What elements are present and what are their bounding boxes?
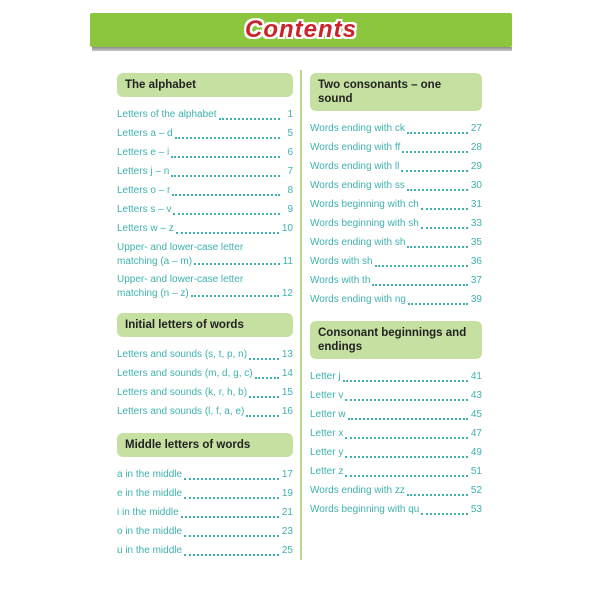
toc-item [117,522,293,541]
dotted-leader [184,497,279,499]
toc-item-label: Letters and sounds (k, r, h, b) [117,387,248,398]
toc-page-number: 13 [281,349,293,360]
toc-item [310,138,482,157]
toc-page-number: 53 [470,504,482,515]
toc-page-number: 35 [470,237,482,248]
toc-item-row [310,233,482,252]
toc-item [310,195,482,214]
toc-item [117,105,293,124]
toc-page-number: 47 [470,428,482,439]
toc-column-right [310,73,482,531]
toc-item [310,386,482,405]
dotted-leader [172,194,280,196]
toc-item-label: Letter w [310,409,346,420]
dotted-leader [255,377,279,379]
toc-item-row [310,405,482,424]
toc-page-number: 12 [281,288,293,299]
toc-item [310,367,482,386]
toc-item-label: Letter j [310,371,341,382]
contents-banner [90,13,512,47]
dotted-leader [407,246,467,248]
toc-item-label: Letter z [310,466,344,477]
toc-page-number: 6 [287,147,293,158]
toc-item-label: Letters and sounds (m, d, g, c) [117,368,253,379]
toc-item-row [310,214,482,233]
toc-item-line: Upper- and lower-case letter [117,274,244,285]
toc-page-number: 31 [470,199,482,210]
dotted-leader [176,232,279,234]
toc-item-label: a in the middle [117,469,183,480]
toc-item-label: Words ending with ck [310,123,405,134]
toc-item-label: Letters o – r [117,185,171,196]
toc-item-label: matching (a – m) [117,256,193,267]
toc-page-number: 30 [470,180,482,191]
toc-item-label: matching (n – z) [117,288,189,299]
toc-item [310,252,482,271]
toc-item-label: Words ending with sh [310,237,406,248]
dotted-leader [407,494,468,496]
toc-section [310,321,482,519]
toc-page-number: 15 [281,387,293,398]
toc-page-number: 41 [470,371,482,382]
toc-item [117,364,293,383]
toc-item [117,273,293,301]
toc-page-number: 25 [281,545,293,556]
toc-item-row [117,484,293,503]
dotted-leader [408,303,468,305]
toc-item-label: Words ending with ff [310,142,401,153]
toc-page-number: 17 [281,469,293,480]
page-title: Contents [245,16,357,43]
toc-item [117,503,293,522]
dotted-leader [194,263,280,265]
toc-page-number: 23 [281,526,293,537]
toc-item-row [117,143,293,162]
toc-item-row [117,219,293,238]
toc-item-label: Letter x [310,428,344,439]
toc-item-row [310,271,482,290]
toc-item-row [117,105,293,124]
dotted-leader [249,396,279,398]
toc-item [117,402,293,421]
toc-item-row [310,424,482,443]
toc-item [117,200,293,219]
toc-item [310,443,482,462]
section-header: Consonant beginnings and endings [310,321,482,359]
toc-page-number: 5 [287,128,293,139]
toc-page-number: 33 [470,218,482,229]
toc-item-label: Words ending with ll [310,161,400,172]
toc-item [310,119,482,138]
toc-item-row [310,176,482,195]
toc-page-number: 27 [470,123,482,134]
section-header: Two consonants – one sound [310,73,482,111]
toc-page-number: 43 [470,390,482,401]
dotted-leader [407,189,468,191]
toc-item-label: u in the middle [117,545,183,556]
toc-item-label: Letters a – d [117,128,173,139]
dotted-leader [401,170,468,172]
toc-item-row [117,287,293,301]
toc-page-number: 19 [281,488,293,499]
toc-page-number: 36 [470,256,482,267]
toc-item [310,405,482,424]
toc-item-label: Words ending with ss [310,180,405,191]
toc-item-row [310,157,482,176]
toc-item [310,481,482,500]
toc-page-number: 49 [470,447,482,458]
toc-item [310,157,482,176]
toc-page-number: 29 [470,161,482,172]
toc-item-label: Words beginning with qu [310,504,420,515]
toc-item [117,541,293,560]
toc-item-label: i in the middle [117,507,179,518]
toc-page-number: 52 [470,485,482,496]
toc-item-label: Letter v [310,390,344,401]
toc-item-label: Letters s – v [117,204,172,215]
toc-page-number: 9 [287,204,293,215]
dotted-leader [246,415,279,417]
toc-column-left [117,73,293,572]
toc-item-row [310,386,482,405]
toc-item-label: Letters of the alphabet [117,109,217,120]
toc-page-number: 39 [470,294,482,305]
dotted-leader [184,535,279,537]
toc-item [117,383,293,402]
toc-item-label: Words ending with zz [310,485,405,496]
dotted-leader [219,118,280,120]
toc-page-number: 51 [470,466,482,477]
toc-item-row [310,481,482,500]
dotted-leader [407,132,468,134]
toc-page-number: 7 [287,166,293,177]
toc-item [310,290,482,309]
dotted-leader [372,284,467,286]
toc-item [310,462,482,481]
toc-item-label: e in the middle [117,488,183,499]
column-divider [300,70,302,560]
dotted-leader [343,380,468,382]
dotted-leader [181,516,279,518]
toc-item-label: Words beginning with ch [310,199,419,210]
toc-item [310,176,482,195]
dotted-leader [191,295,279,297]
toc-page-number: 8 [287,185,293,196]
dotted-leader [421,227,468,229]
toc-item-row [117,124,293,143]
toc-section [117,313,293,421]
toc-page-number: 16 [281,406,293,417]
dotted-leader [175,137,280,139]
toc-item-row [117,522,293,541]
toc-item [117,162,293,181]
section-header: Initial letters of words [117,313,293,337]
toc-page-number: 14 [281,368,293,379]
section-header: Middle letters of words [117,433,293,457]
toc-item-row [310,290,482,309]
dotted-leader [171,175,280,177]
toc-item-label: o in the middle [117,526,183,537]
toc-page-number: 21 [281,507,293,518]
toc-item-row [117,200,293,219]
toc-item [117,345,293,364]
toc-section [117,433,293,560]
toc-item [117,143,293,162]
dotted-leader [345,399,468,401]
toc-item [117,465,293,484]
dotted-leader [345,456,468,458]
section-header: The alphabet [117,73,293,97]
toc-item [310,424,482,443]
dotted-leader [345,475,468,477]
toc-item [117,219,293,238]
toc-page-number: 37 [470,275,482,286]
dotted-leader [421,208,468,210]
toc-item-line: Upper- and lower-case letter [117,242,244,253]
toc-item-row [117,364,293,383]
toc-item-label: Letters e – i [117,147,170,158]
toc-item-label: Words with th [310,275,371,286]
toc-item-row [117,465,293,484]
toc-item [117,181,293,200]
dotted-leader [421,513,468,515]
toc-item-row [117,541,293,560]
toc-item-row [310,252,482,271]
toc-page-number: 1 [287,109,293,120]
toc-page-number: 45 [470,409,482,420]
toc-item [117,124,293,143]
toc-page-number: 11 [282,256,293,267]
dotted-leader [375,265,468,267]
toc-item-label: Letters w – z [117,223,174,234]
toc-item-row [310,443,482,462]
toc-item-row [310,367,482,386]
toc-item [310,233,482,252]
toc-page-number: 28 [470,142,482,153]
toc-item [310,214,482,233]
toc-item-label: Letters and sounds (l, f, a, e) [117,406,245,417]
toc-item [310,500,482,519]
toc-item-label: Letters and sounds (s, t, p, n) [117,349,248,360]
dotted-leader [173,213,280,215]
banner-shadow [92,47,512,51]
toc-item-row [310,195,482,214]
toc-item-row [117,402,293,421]
toc-item-row [310,119,482,138]
dotted-leader [348,418,468,420]
dotted-leader [184,478,279,480]
toc-item [117,241,293,269]
toc-item-row [117,162,293,181]
toc-item-row [310,138,482,157]
dotted-leader [171,156,280,158]
toc-item-row [310,500,482,519]
toc-item-row [117,503,293,522]
toc-item-label: Words with sh [310,256,373,267]
toc-item-label: Words ending with ng [310,294,406,305]
toc-item-label: Letters j – n [117,166,170,177]
toc-item-row [117,255,293,269]
toc-item-row [117,383,293,402]
toc-item-row [117,181,293,200]
toc-item [117,484,293,503]
toc-section [117,73,293,301]
toc-item-label: Words beginning with sh [310,218,419,229]
dotted-leader [184,554,279,556]
toc-page-number: 10 [281,223,293,234]
toc-item-label: Letter y [310,447,344,458]
dotted-leader [402,151,468,153]
dotted-leader [249,358,279,360]
toc-item-row [310,462,482,481]
toc-item [310,271,482,290]
dotted-leader [345,437,468,439]
toc-section [310,73,482,309]
toc-item-row [117,345,293,364]
